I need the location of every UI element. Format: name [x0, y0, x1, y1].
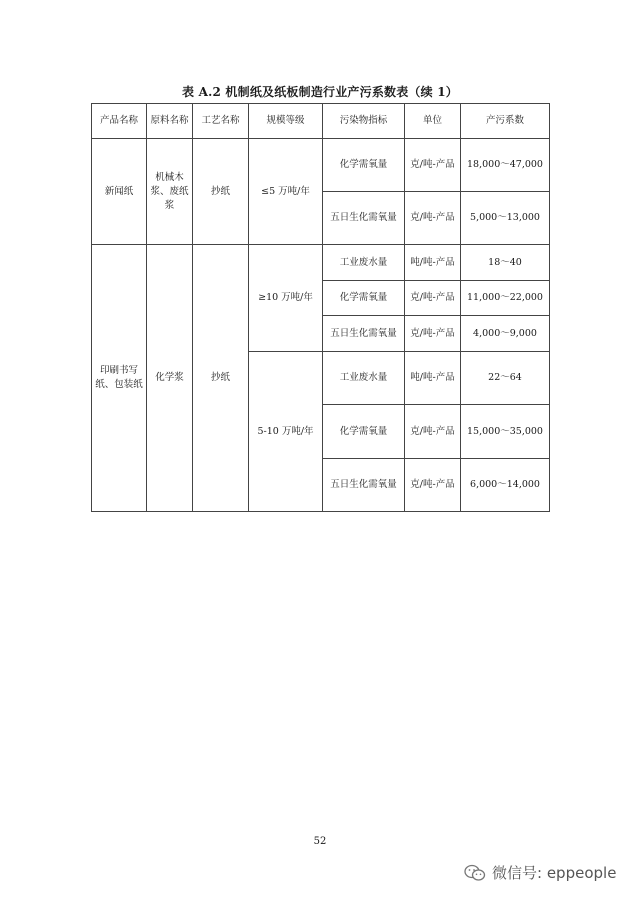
scale-level-cell: ≥10 万吨/年	[249, 245, 323, 352]
header-cell: 污染物指标	[323, 104, 405, 139]
header-cell: 产污系数	[461, 104, 550, 139]
table-title: 表 A.2 机制纸及纸板制造行业产污系数表（续 1）	[182, 85, 458, 99]
wechat-watermark	[464, 862, 616, 883]
coefficient-cell: 18,000～47,000	[461, 139, 550, 192]
unit-cell: 克/吨-产品	[405, 139, 461, 192]
indicator-cell: 五日生化需氧量	[323, 316, 405, 352]
unit-cell: 克/吨-产品	[405, 459, 461, 512]
indicator-cell: 工业废水量	[323, 245, 405, 281]
indicator-cell: 化学需氧量	[323, 139, 405, 192]
wechat-icon	[464, 864, 486, 882]
process-name-cell: 抄纸	[193, 139, 249, 245]
page-number: 52	[313, 836, 327, 847]
table-row	[92, 245, 550, 281]
indicator-cell: 化学需氧量	[323, 281, 405, 316]
material-name-cell: 机械木浆、废纸浆	[147, 139, 193, 245]
header-cell: 原料名称	[147, 104, 193, 139]
header-cell: 工艺名称	[193, 104, 249, 139]
table-row	[92, 139, 550, 192]
unit-cell: 克/吨-产品	[405, 316, 461, 352]
watermark-text: 微信号: eppeople	[492, 864, 617, 882]
unit-cell: 克/吨-产品	[405, 281, 461, 316]
scale-level-cell: ≤5 万吨/年	[249, 139, 323, 245]
coefficient-cell: 6,000～14,000	[461, 459, 550, 512]
indicator-cell: 化学需氧量	[323, 405, 405, 459]
unit-cell: 吨/吨-产品	[405, 352, 461, 405]
scale-level-cell: 5-10 万吨/年	[249, 352, 323, 512]
indicator-cell: 工业废水量	[323, 352, 405, 405]
coefficient-cell: 5,000～13,000	[461, 192, 550, 245]
header-cell: 产品名称	[92, 104, 147, 139]
indicator-cell: 五日生化需氧量	[323, 459, 405, 512]
unit-cell: 克/吨-产品	[405, 405, 461, 459]
coefficient-cell: 11,000～22,000	[461, 281, 550, 316]
product-name-cell: 新闻纸	[92, 139, 147, 245]
coefficient-cell: 4,000～9,000	[461, 316, 550, 352]
unit-cell: 克/吨-产品	[405, 192, 461, 245]
indicator-cell: 五日生化需氧量	[323, 192, 405, 245]
coefficient-cell: 15,000～35,000	[461, 405, 550, 459]
header-cell: 规模等级	[249, 104, 323, 139]
coefficient-cell: 22～64	[461, 352, 550, 405]
pollution-coefficient-table	[91, 103, 550, 512]
product-name-cell: 印刷书写纸、包装纸	[92, 245, 147, 512]
coefficient-cell: 18～40	[461, 245, 550, 281]
header-cell: 单位	[405, 104, 461, 139]
material-name-cell: 化学浆	[147, 245, 193, 512]
process-name-cell: 抄纸	[193, 245, 249, 512]
unit-cell: 吨/吨-产品	[405, 245, 461, 281]
header-row	[92, 104, 550, 139]
